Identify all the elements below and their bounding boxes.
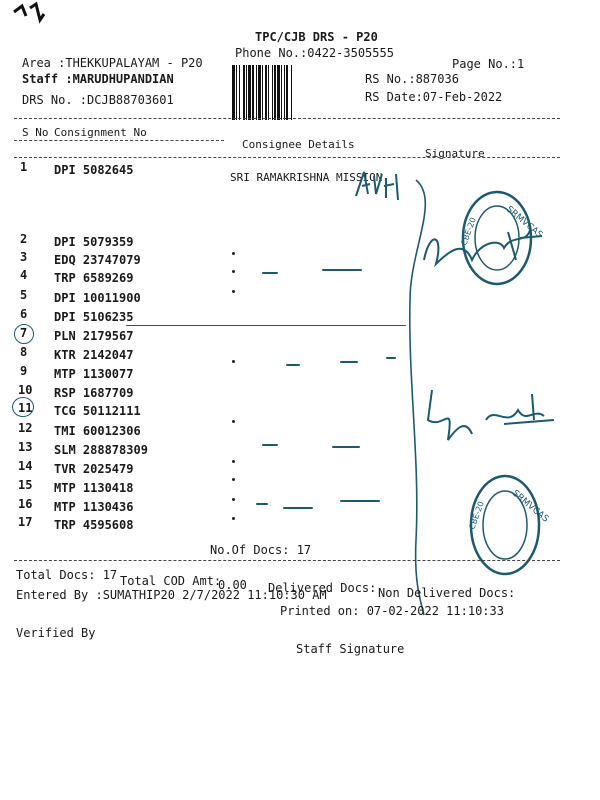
phone-number: Phone No.:0422-3505555 xyxy=(235,46,394,60)
row-consignment: MTP 1130436 xyxy=(54,500,134,514)
col-header-consignee: Consignee Details xyxy=(242,138,355,151)
stamp-subtext: CBE-20 xyxy=(459,216,478,247)
row-sno: 10 xyxy=(18,383,33,397)
row-sno: 5 xyxy=(20,288,28,302)
stamp-subtext: CBE-20 xyxy=(467,500,486,531)
row-sno: 13 xyxy=(18,440,33,454)
stamp-text: SRMVCAS xyxy=(504,204,545,241)
col-header-sno: S No xyxy=(22,126,49,139)
verified-by: Verified By xyxy=(16,626,96,640)
total-docs: Total Docs: 17 xyxy=(16,568,118,582)
barcode xyxy=(232,65,352,120)
delivered-docs: Delivered Docs: xyxy=(268,581,377,595)
stamp-text: SRMVCAS xyxy=(510,488,551,525)
circled-row-11 xyxy=(12,397,34,417)
row-consignment: DPI 5082645 xyxy=(54,163,134,177)
row-consignment: EDQ 23747079 xyxy=(54,253,141,267)
rs-number: RS No.:887036 xyxy=(365,72,459,86)
row-consignment: TRP 6589269 xyxy=(54,271,134,285)
circled-row-7 xyxy=(14,324,34,344)
stamp-2 xyxy=(467,472,551,578)
staff-field: Staff :MARUDHUPANDIAN xyxy=(22,72,174,86)
row-consignment: DPI 5106235 xyxy=(54,310,134,324)
row-consignment: TCG 50112111 xyxy=(54,404,141,418)
doc-title: TPC/CJB DRS - P20 xyxy=(255,30,378,44)
row-consignment: MTP 1130077 xyxy=(54,367,134,381)
row-consignment: DPI 5079359 xyxy=(54,235,134,249)
row-consignment: TVR 2025479 xyxy=(54,462,134,476)
row-consignment: PLN 2179567 xyxy=(54,329,134,343)
row-consignment: TMI 60012306 xyxy=(54,424,141,438)
row-consignment: RSP 1687709 xyxy=(54,386,134,400)
row-consignment: MTP 1130418 xyxy=(54,481,134,495)
row-sno: 4 xyxy=(20,268,28,282)
drs-number: DRS No. :DCJB88703601 xyxy=(22,93,174,107)
row-sno: 14 xyxy=(18,459,33,473)
staff-signature: Staff Signature xyxy=(296,642,405,656)
rs-date: RS Date:07-Feb-2022 xyxy=(365,90,503,104)
area-field: Area :THEKKUPALAYAM - P20 xyxy=(22,56,203,70)
handwritten-signature-2 xyxy=(414,380,564,460)
row-sno: 8 xyxy=(20,345,28,359)
total-cod-label: Total COD Amt: xyxy=(120,574,222,588)
row-consignment: SLM 288878309 xyxy=(54,443,148,457)
no-of-docs: No.Of Docs: 17 xyxy=(210,543,312,557)
page-number: Page No.:1 xyxy=(452,57,525,71)
row-sno: 1 xyxy=(20,160,28,174)
row-sno: 9 xyxy=(20,364,28,378)
total-cod-value: 0.00 xyxy=(218,578,247,592)
row-sno: 17 xyxy=(18,515,33,529)
row-consignment: KTR 2142047 xyxy=(54,348,134,362)
non-delivered-docs: Non Delivered Docs: xyxy=(378,586,516,600)
row-sno: 15 xyxy=(18,478,33,492)
row-sno: 16 xyxy=(18,497,33,511)
row-consignment: TRP 4595608 xyxy=(54,518,134,532)
row-sno: 2 xyxy=(20,232,28,246)
row-sno: 3 xyxy=(20,250,28,264)
entered-by: Entered By :SUMATHIP20 2/7/2022 11:10:30 AM xyxy=(16,588,327,602)
row-consignment: DPI 10011900 xyxy=(54,291,141,305)
col-header-consignment: Consignment No xyxy=(54,126,147,139)
corner-mark xyxy=(10,2,50,32)
row-sno: 6 xyxy=(20,307,28,321)
row-sno: 12 xyxy=(18,421,33,435)
printed-on: Printed on: 07-02-2022 11:10:33 xyxy=(280,604,504,618)
row-sno: 11 xyxy=(18,401,33,415)
stamp-1 xyxy=(459,188,545,288)
row-consignee: SRI RAMAKRISHNA MISSION xyxy=(230,171,383,184)
col-header-signature: Signature xyxy=(425,147,485,160)
row-sno: 7 xyxy=(20,326,28,340)
